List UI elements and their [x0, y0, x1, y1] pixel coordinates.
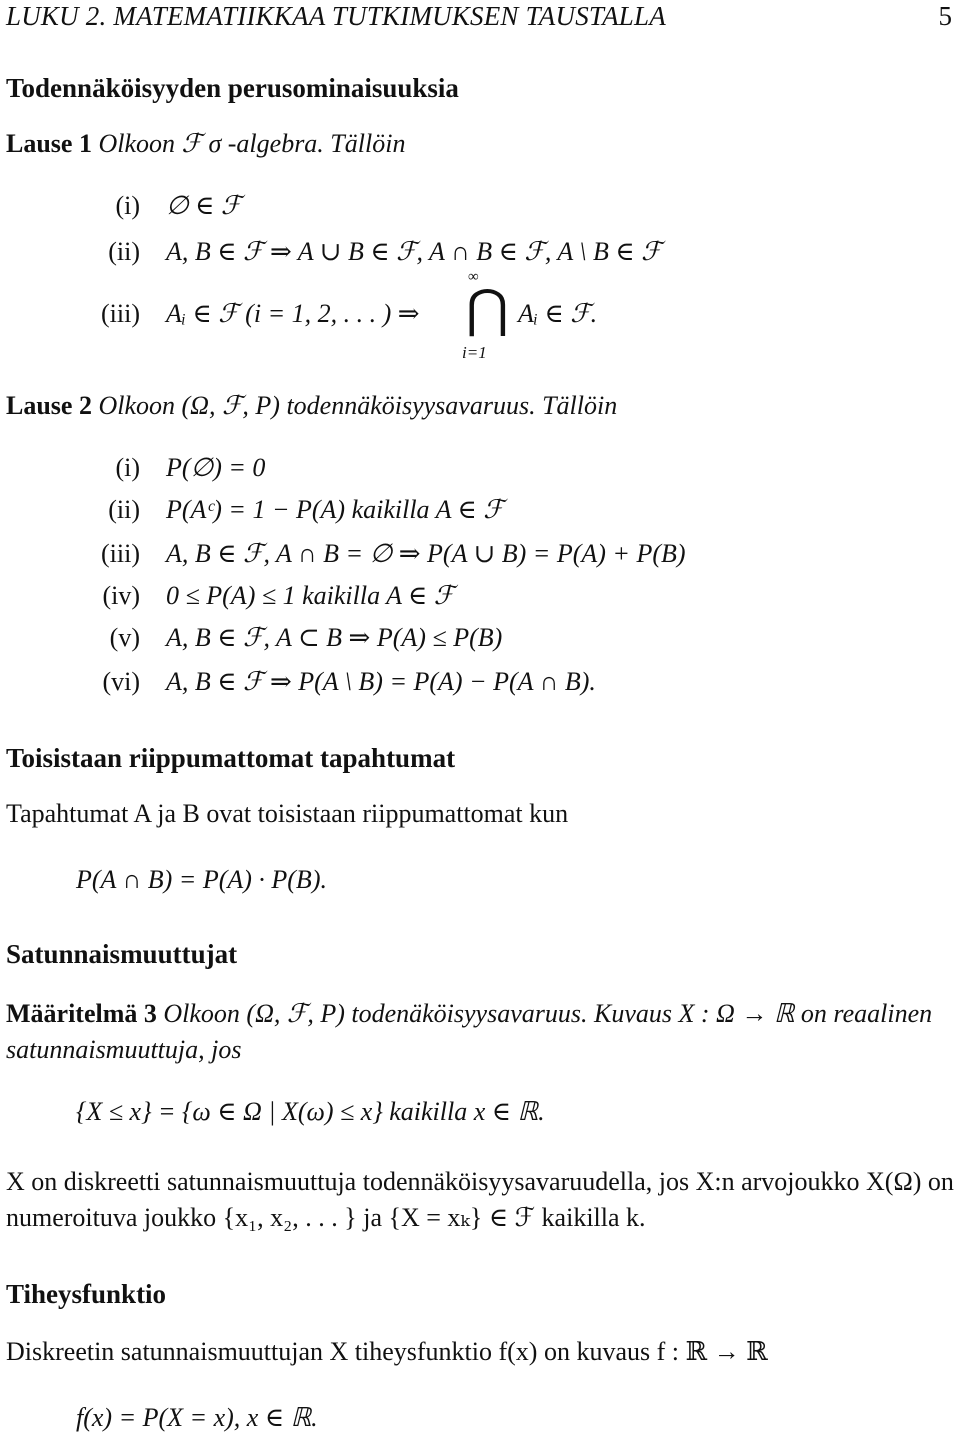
- section-heading-random-variables: Satunnaismuuttujat: [6, 939, 238, 969]
- independence-text: Tapahtumat A ja B ovat toisistaan riippumattomat kun: [6, 799, 569, 828]
- section-heading-independence: Toisistaan riippumattomat tapahtumat: [6, 743, 456, 773]
- item-label: (iii): [101, 539, 140, 568]
- definition-3-label: Määritelmä 3: [6, 999, 157, 1028]
- item-formula: A, B ∈ ℱ ⇒ A ∪ B ∈ ℱ, A ∩ B ∈ ℱ, A \ B ∈ ℱ: [166, 237, 662, 266]
- section-heading-properties: Todennäköisyyden perusominaisuuksia: [6, 73, 459, 103]
- item-label: (i): [115, 191, 140, 220]
- item-formula-left: Aᵢ ∈ ℱ (i = 1, 2, . . . ) ⇒: [166, 299, 420, 328]
- independence-formula: P(A ∩ B) = P(A) · P(B).: [76, 865, 327, 894]
- item-label: (v): [109, 623, 140, 652]
- page-number: 5: [938, 1, 952, 31]
- theorem-2: [6, 390, 617, 423]
- item-label: (iii): [101, 299, 140, 328]
- density-text: Diskreetin satunnaismuuttujan X tiheysfunktio f(x) on kuvaus f : ℝ → ℝ: [6, 1337, 768, 1366]
- section-heading-density: Tiheysfunktio: [6, 1279, 167, 1309]
- item-label: (ii): [108, 495, 140, 524]
- discrete-paragraph: X on diskreetti satunnaismuuttuja todennäköisyysavaruudella, jos X:n arvojoukko X(Ω) on numeroituva joukko {x₁, x₂, . . . } ja {X = xₖ} ∈ ℱ kaikilla k.: [6, 1167, 954, 1232]
- definition-3: [6, 996, 956, 1068]
- item-formula: 0 ≤ P(A) ≤ 1 kaikilla A ∈ ℱ: [166, 581, 455, 610]
- item-label: (iv): [102, 581, 140, 610]
- definition-3-formula: {X ≤ x} = {ω ∈ Ω | X(ω) ≤ x} kaikilla x ∈ ℝ.: [76, 1097, 545, 1126]
- bigcap-subscript: i=1: [462, 343, 487, 362]
- item-formula: A, B ∈ ℱ ⇒ P(A \ B) = P(A) − P(A ∩ B).: [166, 667, 596, 696]
- item-formula: ∅ ∈ ℱ: [166, 191, 242, 220]
- item-formula-right: Aᵢ ∈ ℱ.: [518, 299, 598, 328]
- item-formula: P(∅) = 0: [166, 453, 266, 482]
- bigcap-operator: ⋂: [466, 281, 509, 338]
- item-label: (ii): [108, 237, 140, 266]
- bigcap-superscript: ∞: [468, 269, 479, 285]
- item-formula: A, B ∈ ℱ, A ⊂ B ⇒ P(A) ≤ P(B): [166, 623, 503, 652]
- theorem-2-statement: Olkoon (Ω, ℱ, P) todennäköisyysavaruus. Tällöin: [98, 391, 618, 420]
- item-formula: P(Aᶜ) = 1 − P(A) kaikilla A ∈ ℱ: [166, 495, 504, 524]
- item-label: (i): [115, 453, 140, 482]
- theorem-1: [6, 128, 405, 161]
- item-formula: A, B ∈ ℱ, A ∩ B = ∅ ⇒ P(A ∪ B) = P(A) + P(B): [166, 539, 686, 568]
- theorem-1-statement: Olkoon ℱ σ -algebra. Tällöin: [98, 129, 406, 158]
- item-label: (vi): [102, 667, 140, 696]
- theorem-1-label: Lause 1: [6, 129, 92, 158]
- running-header: LUKU 2. MATEMATIIKKAA TUTKIMUKSEN TAUSTALLA: [6, 1, 666, 31]
- definition-3-text: Olkoon (Ω, ℱ, P) todenäköisyysavaruus. Kuvaus X : Ω → ℝ on reaalinen satunnaismuuttuja, jos: [6, 999, 933, 1064]
- density-formula: f(x) = P(X = x), x ∈ ℝ.: [76, 1403, 318, 1432]
- theorem-2-label: Lause 2: [6, 391, 92, 420]
